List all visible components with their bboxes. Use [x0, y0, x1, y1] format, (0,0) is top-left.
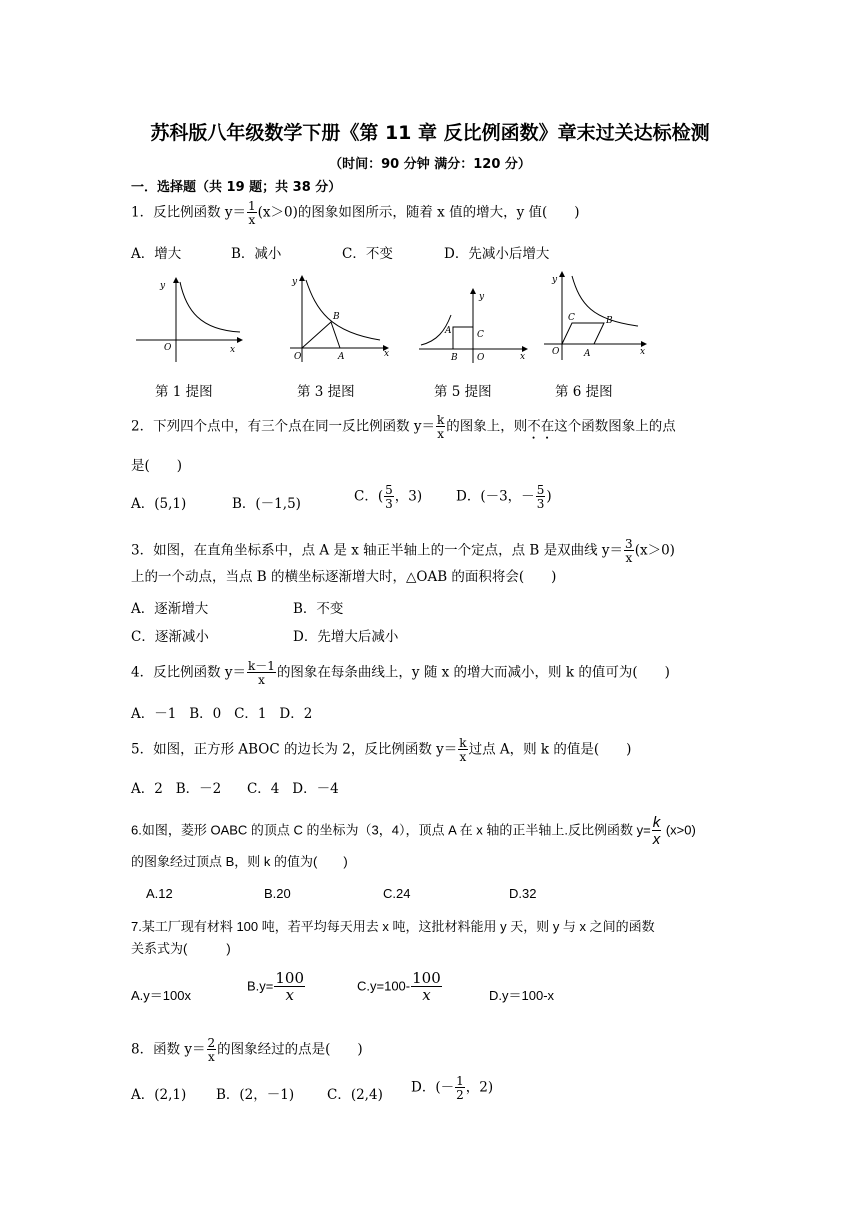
fraction: $\frac{3}{x}$ [625, 537, 633, 565]
fraction: $\frac{100}{x}$ [412, 969, 441, 1004]
q7-option-d: D.y＝100-x [489, 988, 555, 1003]
point-c-label: C [477, 330, 484, 340]
question-6: 6.如图，菱形 OABC 的顶点 C 的坐标为（3，4），顶点 A 在 x 轴的正半轴上.反比例函数 y= $\frac{k}{x}$ (x>0) [131, 814, 696, 848]
caption-figure-5: 第 5 提图 [434, 384, 492, 400]
point-c-label: C [568, 313, 575, 323]
question-3-line-2: 上的一个动点，当点 B 的横坐标逐渐增大时，△OAB 的面积将会( ) [131, 569, 557, 585]
point-a-label: A [445, 326, 452, 336]
x-label: x [230, 345, 236, 355]
fraction: $\frac{2}{x}$ [207, 1036, 216, 1064]
fraction: $\frac{k}{x}$ [652, 814, 661, 848]
q1-option-c: C．不变 [342, 246, 393, 262]
question-1: 1．反比例函数 y＝ $\frac{1}{x}$ (x＞0)的图象如图所示，随着 x 值的增大，y 值( ) [131, 199, 580, 227]
figure-6 [540, 268, 650, 365]
point-a-label: A [338, 352, 345, 362]
point-b-label: B [606, 316, 613, 326]
figure-1 [130, 270, 250, 365]
hyperbola-curve [572, 276, 638, 326]
question-8: 8．函数 y＝ $\frac{2}{x}$ 的图象经过的点是( ) [131, 1036, 363, 1064]
square-aboc [453, 327, 473, 349]
q8-option-a: A．(2,1) [131, 1087, 187, 1103]
q2-option-d: D．(－3，－ $\frac{5}{3}$ ) [456, 483, 552, 511]
q3-option-d: D．先增大后减小 [293, 629, 399, 645]
q7-option-b: B.y= $\frac{100}{x}$ [247, 969, 305, 1004]
emphasis-text: 不在 [527, 418, 555, 435]
y-label: y [160, 281, 166, 291]
q6-option-b: B.20 [264, 886, 291, 901]
question-2-line-2: 是( ) [131, 458, 183, 474]
fraction: $\frac{5}{3}$ [385, 483, 393, 511]
hyperbola-curve [306, 280, 380, 340]
q1-option-d: D．先减小后增大 [444, 246, 550, 262]
fraction: $\frac{k}{x}$ [437, 413, 445, 441]
exam-info: （时间：90 分钟 满分：120 分） [329, 157, 531, 172]
fraction: $\frac{5}{3}$ [536, 483, 545, 511]
point-b-label: B [451, 353, 458, 363]
q2-option-b: B．(－1,5) [232, 496, 301, 512]
fraction: $\frac{1}{x}$ [248, 199, 256, 227]
caption-figure-1: 第 1 提图 [155, 384, 213, 400]
q8-option-b: B．(2，－1) [216, 1087, 295, 1103]
question-4: 4．反比例函数 y＝ $\frac{k-1}{x}$ 的图象在每条曲线上，y 随 x 的增大而减小，则 k 的值可为( ) [131, 659, 670, 687]
x-label: x [640, 347, 646, 357]
fraction: $\frac{k-1}{x}$ [248, 659, 275, 687]
y-label: y [479, 292, 485, 302]
x-label: x [520, 352, 526, 362]
q3-option-b: B．不变 [293, 601, 344, 617]
figure-3 [280, 270, 395, 365]
y-label: y [292, 277, 298, 287]
y-label: y [552, 275, 558, 285]
origin-label: O [552, 347, 560, 357]
q1-option-a: A．增大 [131, 246, 182, 262]
origin-label: O [477, 353, 485, 363]
question-2: 2．下列四个点中，有三个点在同一反比例函数 y＝ $\frac{k}{x}$ 的图象上，则不在这个函数图象上的点 [131, 413, 676, 441]
q6-option-a: A.12 [146, 886, 173, 901]
x-label: x [384, 349, 390, 359]
q3-option-c: C．逐渐减小 [131, 629, 209, 645]
q7-option-c: C.y=100- $\frac{100}{x}$ [357, 969, 441, 1004]
q1-option-b: B．减小 [231, 246, 282, 262]
q8-option-c: C．(2,4) [327, 1087, 383, 1103]
q2-option-a: A．(5,1) [131, 496, 187, 512]
fraction: $\frac{1}{2}$ [456, 1074, 464, 1102]
q5-options: A．2 B．－2 C．4 D．－4 [131, 781, 339, 797]
question-6-line-2: 的图象经过顶点 B，则 k 的值为( ) [131, 854, 348, 869]
hyperbola-curve [180, 282, 240, 332]
question-5: 5．如图，正方形 ABOC 的边长为 2，反比例函数 y＝ $\frac{k}{x}$ 过点 A，则 k 的值是( ) [131, 736, 632, 764]
question-7: 7.某工厂现有材料 100 吨，若平均每天用去 x 吨，这批材料能用 y 天，则 y 与 x 之间的函数 [131, 919, 655, 934]
point-a-label: A [584, 349, 591, 359]
q7-option-a: A.y＝100x [131, 988, 191, 1003]
caption-figure-3: 第 3 提图 [297, 384, 355, 400]
q6-option-c: C.24 [383, 886, 411, 901]
origin-label: O [294, 352, 302, 362]
point-b-label: B [333, 312, 340, 322]
section-heading: 一．选择题（共 19 题；共 38 分） [131, 180, 342, 195]
question-7-line-2: 关系式为( ) [131, 941, 231, 956]
q2-option-c: C．( $\frac{5}{3}$ ，3) [354, 483, 423, 511]
rhombus-oabc [562, 323, 604, 344]
page-title: 苏科版八年级数学下册《第 11 章 反比例函数》章末过关达标检测 [150, 122, 710, 144]
origin-label: O [164, 343, 172, 353]
caption-figure-6: 第 6 提图 [555, 384, 613, 400]
q3-option-a: A．逐渐增大 [131, 601, 209, 617]
q6-option-d: D.32 [509, 886, 537, 901]
q4-options: A．－1 B．0 C．1 D．2 [131, 706, 313, 722]
q8-option-d: D．(－ $\frac{1}{2}$ ，2) [411, 1074, 494, 1102]
question-3: 3．如图，在直角坐标系中，点 A 是 x 轴正半轴上的一个定点，点 B 是双曲线 y＝ $\frac{3}{x}$ (x＞0) [131, 537, 675, 565]
figure-5 [415, 285, 530, 365]
fraction: $\frac{100}{x}$ [275, 969, 305, 1004]
fraction: $\frac{k}{x}$ [459, 736, 467, 764]
triangle-oab [302, 322, 340, 348]
